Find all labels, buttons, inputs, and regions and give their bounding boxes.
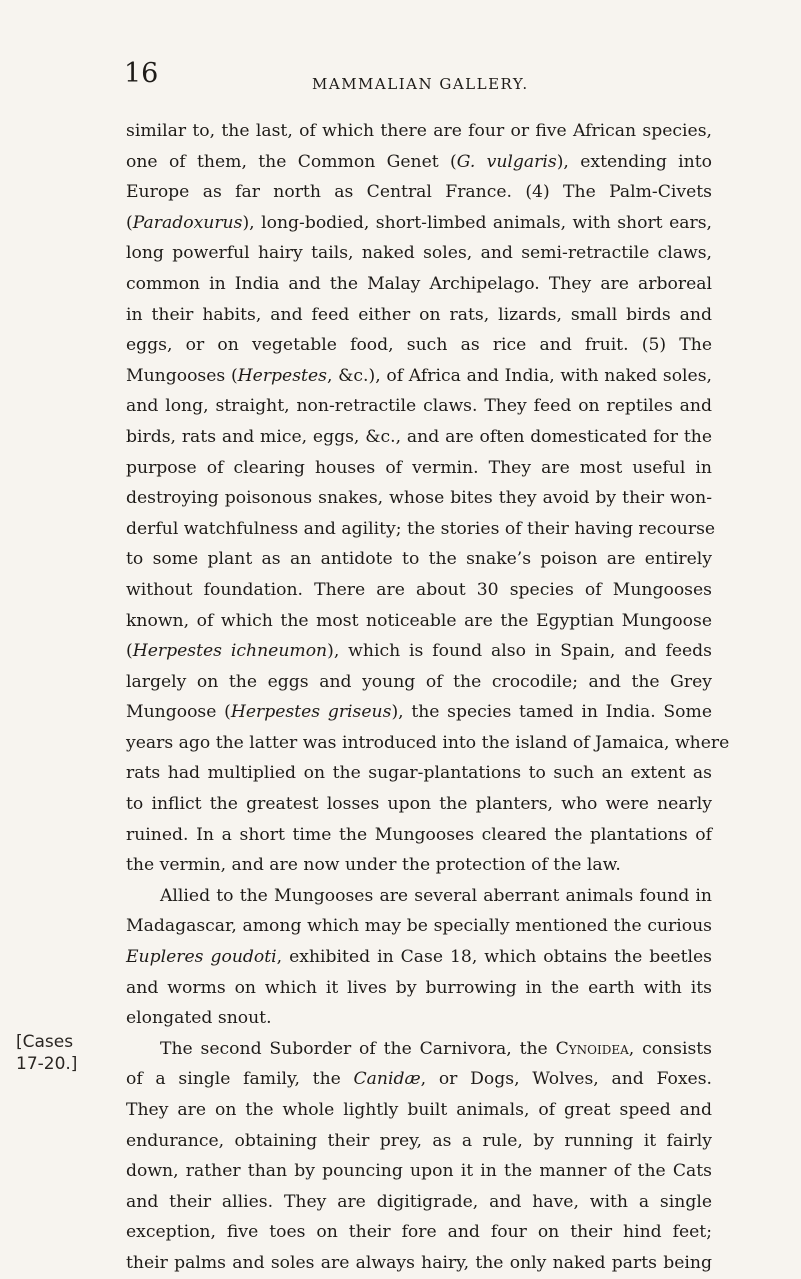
text-line: the vermin, and are now under the protection of the law. <box>126 855 621 876</box>
text-line: largely on the eggs and young of the crocodile; and the Grey <box>126 671 712 692</box>
text-line: eggs, or on vegetable food, such as rice and fruit. (5) The <box>126 335 712 356</box>
text-line: years ago the latter was introduced into the island of Jamaica, where <box>126 732 730 753</box>
italic-term: Eupleres goudoti <box>126 947 277 968</box>
margin-note <box>16 1031 77 1075</box>
text-line: similar to, the last, of which there are four or five African species, <box>126 121 712 141</box>
text-line: Europe as far north as Central France. (4) The Palm-Civets <box>126 182 712 203</box>
text-line: Mungoose (Herpestes griseus), the species tamed in India. Some <box>126 702 712 723</box>
text-line: rats had multiplied on the sugar-plantations to such an extent as <box>126 763 712 784</box>
text-line: without foundation. There are about 30 species of Mungooses <box>126 579 712 600</box>
text-line: known, of which the most noticeable are the Egyptian Mungoose <box>126 610 712 631</box>
text-line: destroying poisonous snakes, whose bites they avoid by their won- <box>126 488 712 509</box>
margin-note-line: [Cases <box>16 1032 74 1052</box>
text-line: and long, straight, non-retractile claws. They feed on reptiles and <box>126 396 712 417</box>
italic-term: G. vulgaris <box>456 151 557 172</box>
small-caps-term: Cynoidea <box>555 1038 629 1059</box>
text-line: They are on the whole lightly built animals, of great speed and <box>126 1100 712 1120</box>
body-text <box>126 116 730 1279</box>
italic-term: Paradoxurus <box>132 212 243 233</box>
text-line: of a single family, the Canidæ, or Dogs, Wolves, and Foxes. <box>126 1069 712 1090</box>
text-line: their palms and soles are always hairy, the only naked parts being <box>126 1252 712 1273</box>
text-line: Mungooses (Herpestes, &c.), of Africa and India, with naked soles, <box>126 365 713 386</box>
text-line: Madagascar, among which may be specially mentioned the curious <box>126 916 712 937</box>
text-line: (Herpestes ichneumon), which is found also in Spain, and feeds <box>126 641 712 662</box>
text-line: long powerful hairy tails, naked soles, and semi-retractile claws, <box>126 243 712 264</box>
text-line: exception, five toes on their fore and four on their hind feet; <box>126 1222 712 1243</box>
text-line: (Paradoxurus), long-bodied, short-limbed animals, with short ears, <box>126 212 712 233</box>
italic-term: Herpestes griseus <box>230 702 392 723</box>
italic-term: Canidæ <box>353 1069 421 1090</box>
italic-term: Herpestes <box>237 365 327 386</box>
text-line: birds, rats and mice, eggs, &c., and are often domesticated for the <box>126 426 712 447</box>
text-line: derful watchfulness and agility; the stories of their having recourse <box>126 518 716 539</box>
text-line: and their allies. They are digitigrade, and have, with a single <box>126 1191 712 1212</box>
text-line: The second Suborder of the Carnivora, the Cynoidea, consists <box>160 1038 712 1059</box>
text-line: common in India and the Malay Archipelago. They are arboreal <box>126 273 712 294</box>
text-line: to some plant as an antidote to the snake’s poison are entirely <box>126 549 712 570</box>
text-line: and worms on which it lives by burrowing in the earth with its <box>126 977 712 998</box>
text-line: in their habits, and feed either on rats, lizards, small birds and <box>126 304 712 325</box>
text-line: endurance, obtaining their prey, as a rule, by running it fairly <box>126 1130 712 1151</box>
text-line: one of them, the Common Genet (G. vulgaris), extending into <box>126 151 712 172</box>
text-line: down, rather than by pouncing upon it in the manner of the Cats <box>126 1161 712 1182</box>
text-line: ruined. In a short time the Mungooses cleared the plantations of <box>126 824 712 845</box>
text-line: to inflict the greatest losses upon the planters, who were nearly <box>126 794 712 815</box>
text-line: Allied to the Mungooses are several aberrant animals found in <box>160 885 712 906</box>
text-line: elongated snout. <box>126 1008 272 1029</box>
italic-term: Herpestes ichneumon <box>132 641 328 662</box>
page-number: 16 <box>124 58 159 89</box>
margin-note-line: 17-20.] <box>16 1054 78 1074</box>
text-line: Eupleres goudoti, exhibited in Case 18, which obtains the beetles <box>126 947 712 968</box>
running-head: MAMMALIAN GALLERY. <box>312 75 529 93</box>
text-line: purpose of clearing houses of vermin. They are most useful in <box>126 457 712 478</box>
